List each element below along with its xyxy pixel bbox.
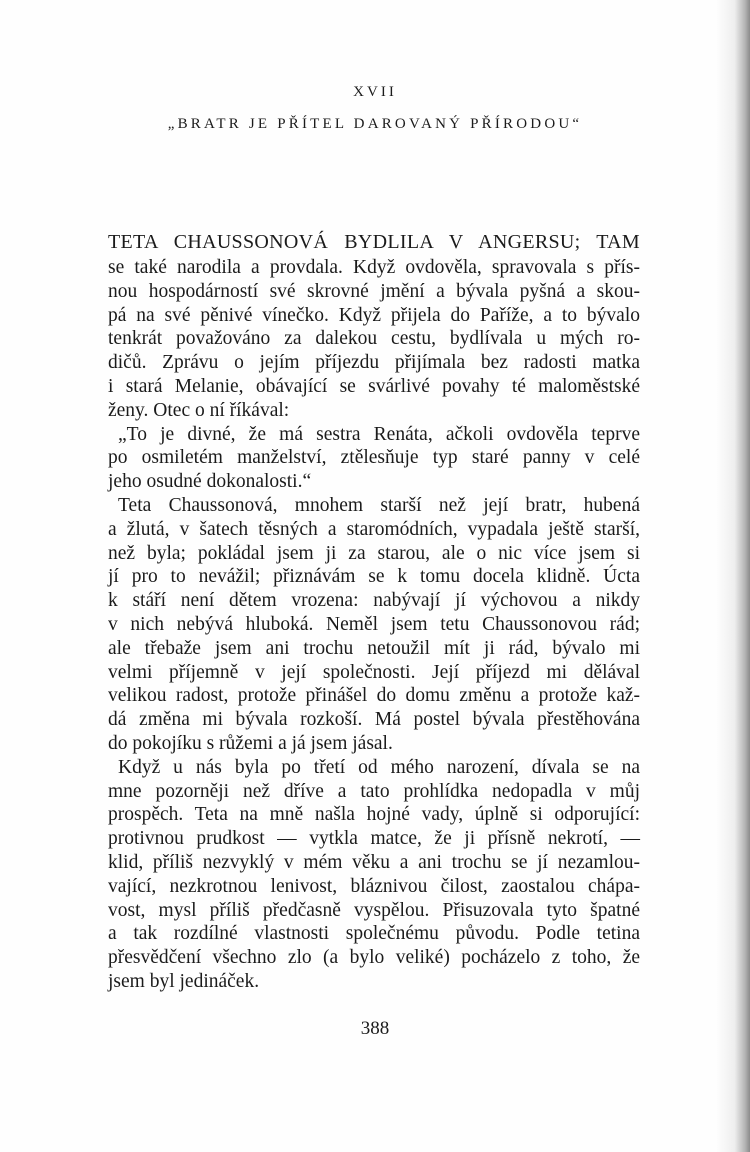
text-line: prospěch. Teta na mně našla hojné vady, úplně si odporující: xyxy=(108,804,640,826)
text-line: tenkrát považováno za dalekou cestu, bydlívala u mých ro- xyxy=(108,328,640,350)
text-line: Když u nás byla po třetí od mého narození, dívala se na xyxy=(118,756,640,778)
text-line: TETA CHAUSSONOVÁ BYDLILA V ANGERSU; TAM xyxy=(108,231,640,253)
body-text xyxy=(108,228,640,994)
text-line: v nich nebývá hluboká. Neměl jsem tetu Chaussonovou rád; xyxy=(108,613,640,635)
text-line: vost, mysl příliš předčasně vyspělou. Přisuzovala tyto špatné xyxy=(108,899,640,921)
text-line: než byla; pokládal jsem ji za starou, ale o nic více jsem si xyxy=(108,542,640,564)
text-line: dičů. Zprávu o jejím příjezdu přijímala bez radosti matka xyxy=(108,352,640,374)
chapter-number: XVII xyxy=(353,84,397,100)
text-line: klid, příliš nezvyklý v mém věku a ani trochu se jí nezamlou- xyxy=(108,851,640,873)
text-line: a tak rozdílné vlastnosti společnému původu. Podle tetina xyxy=(108,923,640,945)
chapter-title: „BRATR JE PŘÍTEL DAROVANÝ PŘÍRODOU“ xyxy=(167,116,583,132)
text-line: a žlutá, v šatech těsných a staromódních, vypadala ještě starší, xyxy=(108,518,640,540)
text-line: mne pozorněji než dříve a tato prohlídka nedopadla v můj xyxy=(108,780,640,802)
page-number: 388 xyxy=(360,1018,390,1039)
text-line: velikou radost, protože přinášel do domu změnu a protože kaž- xyxy=(108,685,640,707)
text-line: Teta Chaussonová, mnohem starší než její bratr, hubená xyxy=(118,494,640,516)
text-line: jí pro to nevážil; přiznávám se k tomu docela klidně. Úcta xyxy=(108,566,640,588)
text-line: pá na své pěnivé vínečko. Když přijela do Paříže, a to bývalo xyxy=(108,304,640,326)
text-line: ale třebaže jsem ani trochu netoužil mít ji rád, bývalo mi xyxy=(108,637,640,659)
text-line: „To je divné, že má sestra Renáta, ačkoli ovdověla teprve xyxy=(118,423,640,445)
text-line: jsem byl jedináček. xyxy=(108,970,260,992)
text-line: přesvědčení všechno zlo (a bylo veliké) pocházelo z toho, že xyxy=(108,947,640,969)
text-line: ženy. Otec o ní říkával: xyxy=(108,399,290,421)
page-edge-shadow xyxy=(716,0,750,1152)
text-line: k stáří není dětem vrozena: nabývají jí výchovou a nikdy xyxy=(108,590,640,612)
text-line: velmi příjemně v její společnosti. Její příjezd mi dělával xyxy=(108,661,640,683)
text-line: se také narodila a provdala. Když ovdověla, spravovala s přís- xyxy=(108,257,640,278)
text-line: dá změna mi bývala rozkoší. Má postel bývala přestěhována xyxy=(108,709,640,731)
text-line: nou hospodárností své skrovné jmění a bývala pyšná a skou- xyxy=(108,280,640,302)
text-line: protivnou prudkost — vytkla matce, že ji přísně nekrotí, — xyxy=(108,828,640,850)
text-line: po osmiletém manželství, ztělesňuje typ staré panny v celé xyxy=(108,447,640,469)
text-line: vající, nezkrotnou lenivost, bláznivou čilost, zaostalou chápa- xyxy=(108,875,640,897)
text-line: do pokojíku s růžemi a já jsem jásal. xyxy=(108,732,393,754)
text-line: i stará Melanie, obávající se svárlivé povahy té maloměstské xyxy=(108,375,640,397)
text-line: jeho osudné dokonalosti.“ xyxy=(108,471,312,493)
